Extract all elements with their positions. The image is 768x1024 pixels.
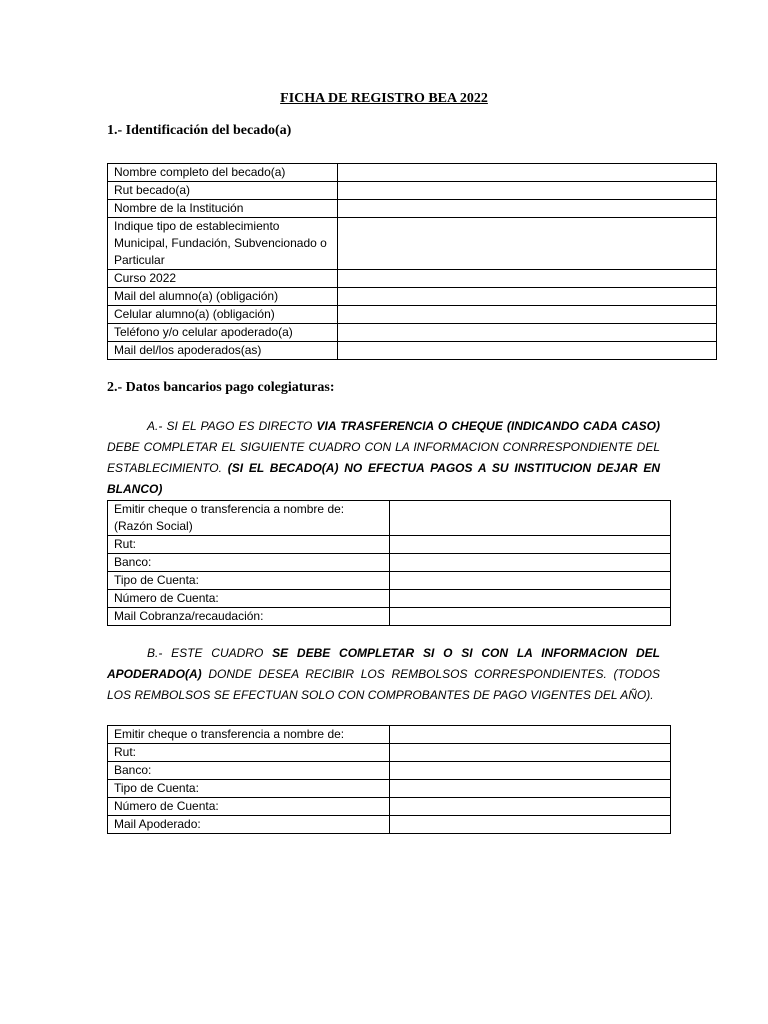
guardian-account-type-field[interactable]	[390, 780, 671, 798]
guardian-payee-field[interactable]	[390, 726, 671, 744]
field-label: Nombre de la Institución	[108, 200, 338, 218]
field-label: Banco:	[108, 762, 390, 780]
guardian-mail-field-bank[interactable]	[390, 816, 671, 834]
field-label: Rut:	[108, 536, 390, 554]
field-label: Celular alumno(a) (obligación)	[108, 306, 338, 324]
table-row	[108, 218, 717, 270]
field-label: Banco:	[108, 554, 390, 572]
field-label: Mail Apoderado:	[108, 816, 390, 834]
institution-bank-table	[107, 500, 671, 626]
table-row	[108, 288, 717, 306]
table-row	[108, 798, 671, 816]
para-b-text-1: B.- ESTE CUADRO	[147, 646, 273, 660]
para-b-bold-1: SE DEBE COMPLETAR SI O SI CON LA INFORMACION DEL APODERADO(A)	[107, 646, 660, 681]
table-row	[108, 501, 671, 536]
table-row	[108, 590, 671, 608]
field-label: Tipo de Cuenta:	[108, 572, 390, 590]
student-mail-field[interactable]	[338, 288, 717, 306]
table-row	[108, 342, 717, 360]
para-a-text-1: A.- SI EL PAGO ES DIRECTO	[147, 419, 317, 433]
table-row	[108, 554, 671, 572]
instruction-paragraph-b	[107, 643, 660, 706]
field-label: Nombre completo del becado(a)	[108, 164, 338, 182]
student-full-name-field[interactable]	[338, 164, 717, 182]
student-identification-table	[107, 163, 717, 360]
table-row	[108, 744, 671, 762]
institution-bank-field[interactable]	[390, 554, 671, 572]
institution-account-number-field[interactable]	[390, 590, 671, 608]
field-label: Rut:	[108, 744, 390, 762]
table-row	[108, 306, 717, 324]
table-row	[108, 572, 671, 590]
institution-rut-field[interactable]	[390, 536, 671, 554]
para-a-bold-1: VIA TRASFERENCIA O CHEQUE (INDICANDO CADA CASO)	[316, 419, 661, 433]
guardian-account-number-field[interactable]	[390, 798, 671, 816]
field-label: Mail del/los apoderados(as)	[108, 342, 338, 360]
institution-account-type-field[interactable]	[390, 572, 671, 590]
table-row	[108, 182, 717, 200]
para-a-text-2: DEBE COMPLETAR EL SIGUIENTE CUADRO CON LA INFORMACION CONRRESPONDIENTE DEL ESTABLECIMIENTO.	[107, 440, 660, 475]
table-row	[108, 762, 671, 780]
guardian-phone-field[interactable]	[338, 324, 717, 342]
field-label: Rut becado(a)	[108, 182, 338, 200]
guardian-bank-table	[107, 725, 671, 834]
student-rut-field[interactable]	[338, 182, 717, 200]
guardian-mail-field[interactable]	[338, 342, 717, 360]
field-label: Número de Cuenta:	[108, 590, 390, 608]
instruction-paragraph-a	[107, 416, 660, 500]
table-row	[108, 780, 671, 798]
course-field[interactable]	[338, 270, 717, 288]
field-label: Número de Cuenta:	[108, 798, 390, 816]
table-row	[108, 816, 671, 834]
section-1-heading: 1.- Identificación del becado(a)	[107, 123, 292, 138]
page-title: FICHA DE REGISTRO BEA 2022	[280, 91, 488, 106]
field-label: Mail Cobranza/recaudación:	[108, 608, 390, 626]
institution-name-field[interactable]	[338, 200, 717, 218]
guardian-rut-field[interactable]	[390, 744, 671, 762]
table-row	[108, 200, 717, 218]
table-row	[108, 164, 717, 182]
table-row	[108, 536, 671, 554]
field-label: Indique tipo de establecimiento Municipal, Fundación, Subvencionado o Particular	[108, 218, 338, 270]
student-cellphone-field[interactable]	[338, 306, 717, 324]
table-row	[108, 324, 717, 342]
field-label: Mail del alumno(a) (obligación)	[108, 288, 338, 306]
field-label: Tipo de Cuenta:	[108, 780, 390, 798]
section-2-heading: 2.- Datos bancarios pago colegiaturas:	[107, 380, 335, 395]
field-label: Emitir cheque o transferencia a nombre de:	[108, 726, 390, 744]
guardian-bank-field[interactable]	[390, 762, 671, 780]
field-label: Teléfono y/o celular apoderado(a)	[108, 324, 338, 342]
table-row	[108, 270, 717, 288]
field-label: Emitir cheque o transferencia a nombre de: (Razón Social)	[108, 501, 390, 536]
institution-billing-mail-field[interactable]	[390, 608, 671, 626]
table-row	[108, 726, 671, 744]
para-b-text-2: DONDE DESEA RECIBIR LOS REMBOLSOS CORRESPONDIENTES. (TODOS LOS REMBOLSOS SE EFECTUAN SOLO CON COMPROBANTES DE PAGO VIGENTES DEL AÑO).	[107, 667, 660, 702]
para-a-bold-2: (SI EL BECADO(A) NO EFECTUA PAGOS A SU INSTITUCION DEJAR EN BLANCO)	[107, 461, 660, 496]
establishment-type-field[interactable]	[338, 218, 717, 270]
institution-payee-field[interactable]	[390, 501, 671, 536]
field-label: Curso 2022	[108, 270, 338, 288]
table-row	[108, 608, 671, 626]
